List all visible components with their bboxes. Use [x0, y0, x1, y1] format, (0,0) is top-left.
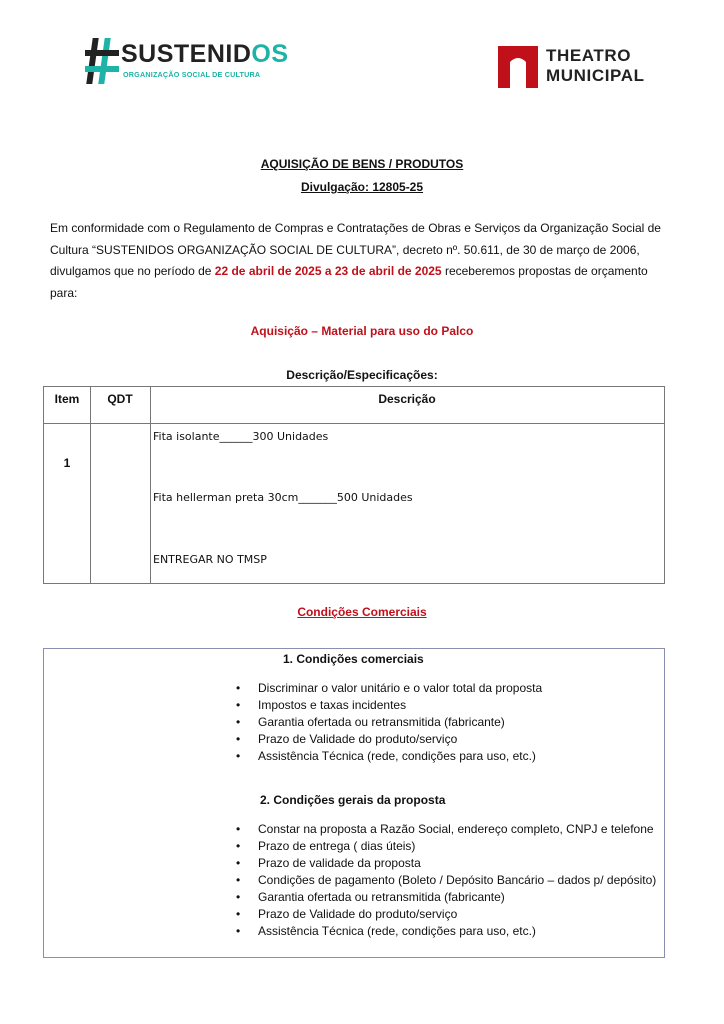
section1-title: 1. Condições comerciais	[283, 652, 424, 666]
sustenidos-wordmark: SUSTENIDOS	[121, 40, 289, 68]
document-title: AQUISIÇÃO DE BENS / PRODUTOS	[260, 157, 464, 171]
sustenidos-subtitle: ORGANIZAÇÃO SOCIAL DE CULTURA	[123, 70, 261, 79]
bullet-icon: •	[236, 873, 241, 887]
bullet-icon: •	[236, 856, 241, 870]
municipal-text: MUNICIPAL	[546, 66, 645, 85]
items-table	[43, 386, 665, 584]
list-item: • Constar na proposta a Razão Social, endereço completo, CNPJ e telefone	[236, 822, 654, 836]
bullet-icon: •	[236, 732, 241, 746]
header-item: Item	[54, 392, 80, 406]
sustenidos-logo	[85, 36, 289, 88]
header-qdt: QDT	[107, 392, 133, 406]
description-line: Fita isolante______300 Unidades	[153, 430, 329, 443]
intro-text-start: Em conformidade com o Regulamento de Compras e Contratações de Obras e Serviços da Organização Social de Cultura “SUSTENIDOS ORGANIZAÇÃO SOCIAL DE CULTURA”, decreto nº. 50.611, de 30 de março de 2006, divulgamos que no período de	[50, 221, 661, 278]
list-item: • Prazo de Validade do produto/serviço	[236, 907, 458, 921]
list-item: • Prazo de validade da proposta	[236, 856, 421, 870]
bullet-icon: •	[236, 681, 241, 695]
table-divider	[150, 387, 151, 583]
header-description: Descrição	[378, 392, 436, 406]
bullet-icon: •	[236, 698, 241, 712]
description-line: Fita hellerman preta 30cm_______500 Unidades	[153, 491, 413, 504]
list-item: • Garantia ofertada ou retransmitida (fabricante)	[236, 890, 505, 904]
acquisition-heading: Aquisição – Material para uso do Palco	[250, 324, 474, 338]
description-line: ENTREGAR NO TMSP	[153, 553, 267, 566]
bullet-icon: •	[236, 749, 241, 763]
theatro-text: THEATRO	[546, 46, 632, 65]
bullet-icon: •	[236, 715, 241, 729]
bullet-icon: •	[236, 839, 241, 853]
hash-logo-icon	[85, 36, 121, 86]
theatro-municipal-logo	[498, 44, 668, 90]
table-header-divider	[44, 423, 664, 424]
list-item: • Prazo de entrega ( dias úteis)	[236, 839, 416, 853]
section2-title: 2. Condições gerais da proposta	[260, 793, 446, 807]
bullet-icon: •	[236, 924, 241, 938]
section2-list	[232, 821, 662, 940]
list-item: • Impostos e taxas incidentes	[236, 698, 407, 712]
section1-list	[232, 680, 662, 765]
item-number: 1	[63, 456, 71, 470]
table-divider	[90, 387, 91, 583]
list-item: • Garantia ofertada ou retransmitida (fabricante)	[236, 715, 505, 729]
bullet-icon: •	[236, 822, 241, 836]
list-item: • Assistência Técnica (rede, condições para uso, etc.)	[236, 749, 536, 763]
description-heading: Descrição/Especificações:	[286, 368, 438, 382]
list-item: • Condições de pagamento (Boleto / Depósito Bancário – dados p/ depósito)	[236, 873, 657, 887]
list-item: • Prazo de Validade do produto/serviço	[236, 732, 458, 746]
intro-paragraph	[50, 218, 676, 304]
bullet-icon: •	[236, 907, 241, 921]
bullet-icon: •	[236, 890, 241, 904]
theatre-arch-icon	[498, 44, 538, 88]
disclosure-number: Divulgação: 12805-25	[300, 180, 424, 194]
intro-text-end: receberemos propostas de orçamento para:	[50, 264, 648, 300]
list-item: • Discriminar o valor unitário e o valor total da proposta	[236, 681, 543, 695]
intro-period: 22 de abril de 2025 a 23 de abril de 2025	[214, 264, 442, 278]
list-item: • Assistência Técnica (rede, condições para uso, etc.)	[236, 924, 536, 938]
commercial-conditions-heading: Condições Comerciais	[297, 605, 427, 619]
